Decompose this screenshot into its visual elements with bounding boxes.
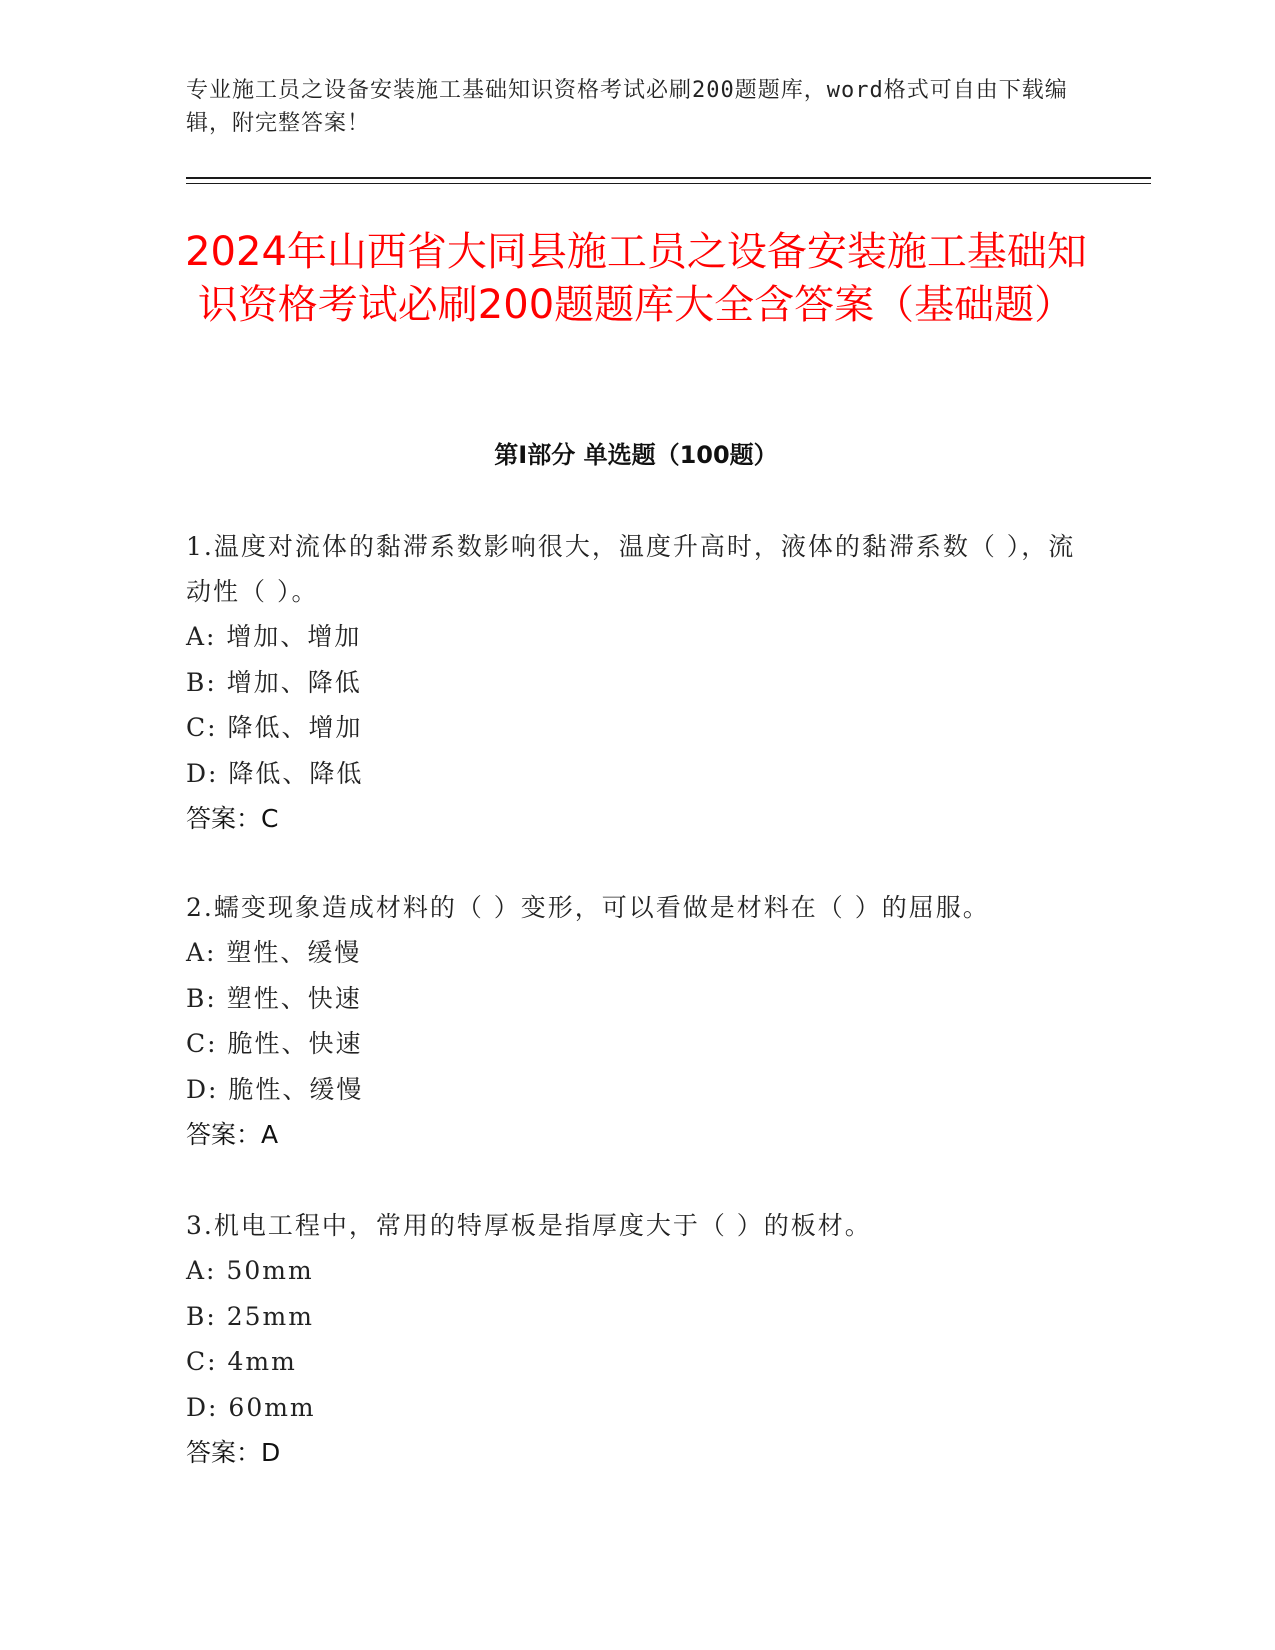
question-stem: 1.温度对流体的黏滞系数影响很大，温度升高时，液体的黏滞系数（ ），流动性（ ）。 bbox=[186, 532, 1076, 606]
option-c: C: 降低、增加 bbox=[186, 713, 363, 742]
option-a: A: 塑性、缓慢 bbox=[186, 938, 362, 967]
answer: 答案：C bbox=[186, 804, 279, 833]
option-a: A: 50mm bbox=[186, 1256, 314, 1285]
header-divider-thick bbox=[186, 177, 1151, 179]
option-b: B: 塑性、快速 bbox=[186, 983, 362, 1013]
option-c: C: 脆性、快速 bbox=[186, 1029, 363, 1058]
option-d: D: 60mm bbox=[186, 1392, 316, 1422]
document-title: 2024年山西省大同县施工员之设备安装施工基础知识资格考试必刷200题题库大全含答案（基础题） bbox=[185, 229, 1087, 328]
question-1 bbox=[186, 524, 1086, 841]
option-c: C: 4mm bbox=[186, 1347, 297, 1376]
question-3 bbox=[186, 1203, 1086, 1475]
answer: 答案：D bbox=[186, 1438, 281, 1467]
option-b: B: 25mm bbox=[186, 1301, 314, 1331]
header-divider-thin bbox=[186, 183, 1151, 184]
option-b: B: 增加、降低 bbox=[186, 667, 362, 697]
option-d: D: 脆性、缓慢 bbox=[186, 1074, 364, 1104]
option-a: A: 增加、增加 bbox=[186, 622, 362, 651]
question-stem: 2.蠕变现象造成材料的（ ）变形，可以看做是材料在（ ）的屈服。 bbox=[186, 893, 990, 922]
header-note: 专业施工员之设备安装施工基础知识资格考试必刷200题题库，word格式可自由下载编辑，附完整答案！ bbox=[186, 78, 1068, 136]
answer: 答案：A bbox=[186, 1120, 279, 1149]
section-heading: 第Ⅰ部分 单选题（100题） bbox=[494, 441, 778, 469]
question-2 bbox=[186, 885, 1086, 1157]
option-d: D: 降低、降低 bbox=[186, 758, 364, 788]
question-stem: 3.机电工程中，常用的特厚板是指厚度大于（ ）的板材。 bbox=[186, 1211, 872, 1240]
